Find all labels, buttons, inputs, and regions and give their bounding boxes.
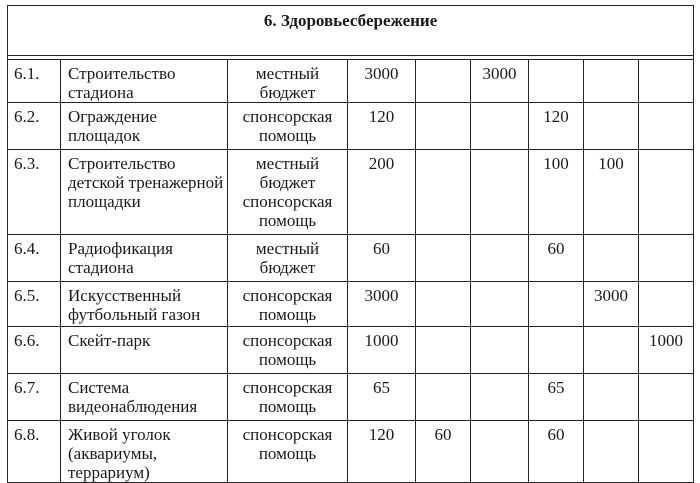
year-5-amount (639, 60, 694, 103)
year-2-amount: 3000 (471, 60, 529, 103)
year-3-amount (529, 60, 584, 103)
table-row (8, 60, 694, 103)
year-4-amount: 100 (584, 150, 639, 235)
year-2-amount (471, 327, 529, 374)
table-row (8, 374, 694, 421)
total-amount: 60 (348, 235, 416, 282)
year-5-amount (639, 150, 694, 235)
row-number: 6.1. (8, 60, 61, 103)
row-number: 6.3. (8, 150, 61, 235)
row-number: 6.6. (8, 327, 61, 374)
year-1-amount: 60 (416, 421, 471, 483)
year-3-amount: 120 (529, 103, 584, 150)
year-1-amount (416, 327, 471, 374)
year-5-amount (639, 282, 694, 327)
year-2-amount (471, 235, 529, 282)
year-3-amount: 100 (529, 150, 584, 235)
total-amount: 120 (348, 103, 416, 150)
section-header-row (8, 6, 694, 56)
measure-name: Живой уголок (аквариумы, террариум) (61, 421, 228, 483)
funding-source: местный бюджет спонсорская помощь (228, 150, 348, 235)
year-5-amount: 1000 (639, 327, 694, 374)
year-2-amount (471, 421, 529, 483)
row-number: 6.4. (8, 235, 61, 282)
year-5-amount (639, 103, 694, 150)
total-amount: 3000 (348, 282, 416, 327)
year-3-amount (529, 327, 584, 374)
year-4-amount (584, 103, 639, 150)
table-row (8, 103, 694, 150)
table-row (8, 235, 694, 282)
year-4-amount (584, 374, 639, 421)
year-2-amount (471, 103, 529, 150)
year-2-amount (471, 374, 529, 421)
funding-source: спонсорская помощь (228, 327, 348, 374)
measure-name: Ограждение площадок (61, 103, 228, 150)
year-2-amount (471, 150, 529, 235)
total-amount: 3000 (348, 60, 416, 103)
row-number: 6.5. (8, 282, 61, 327)
year-4-amount (584, 60, 639, 103)
table-row (8, 282, 694, 327)
total-amount: 1000 (348, 327, 416, 374)
funding-source: спонсорская помощь (228, 103, 348, 150)
table-row (8, 421, 694, 483)
measure-name: Искусственный футбольный газон (61, 282, 228, 327)
funding-source: местный бюджет (228, 235, 348, 282)
year-1-amount (416, 150, 471, 235)
funding-source: спонсорская помощь (228, 421, 348, 483)
row-number: 6.8. (8, 421, 61, 483)
year-4-amount: 3000 (584, 282, 639, 327)
measure-name: Строительство детской тренажерной площадки (61, 150, 228, 235)
year-1-amount (416, 282, 471, 327)
measure-name: Скейт-парк (61, 327, 228, 374)
measure-name: Система видеонаблюдения (61, 374, 228, 421)
health-measures-table (7, 5, 694, 483)
section-title: 6. Здоровьесбережение (8, 6, 694, 56)
year-4-amount (584, 421, 639, 483)
year-5-amount (639, 235, 694, 282)
table-row (8, 150, 694, 235)
total-amount: 200 (348, 150, 416, 235)
year-1-amount (416, 374, 471, 421)
year-5-amount (639, 421, 694, 483)
year-1-amount (416, 235, 471, 282)
year-3-amount: 60 (529, 421, 584, 483)
year-1-amount (416, 103, 471, 150)
measure-name: Строительство стадиона (61, 60, 228, 103)
total-amount: 120 (348, 421, 416, 483)
year-4-amount (584, 235, 639, 282)
funding-source: местный бюджет (228, 60, 348, 103)
year-3-amount (529, 282, 584, 327)
row-number: 6.2. (8, 103, 61, 150)
row-number: 6.7. (8, 374, 61, 421)
measure-name: Радиофикация стадиона (61, 235, 228, 282)
year-2-amount (471, 282, 529, 327)
year-4-amount (584, 327, 639, 374)
year-1-amount (416, 60, 471, 103)
funding-source: спонсорская помощь (228, 282, 348, 327)
total-amount: 65 (348, 374, 416, 421)
year-3-amount: 60 (529, 235, 584, 282)
table-row (8, 327, 694, 374)
year-3-amount: 65 (529, 374, 584, 421)
funding-source: спонсорская помощь (228, 374, 348, 421)
year-5-amount (639, 374, 694, 421)
